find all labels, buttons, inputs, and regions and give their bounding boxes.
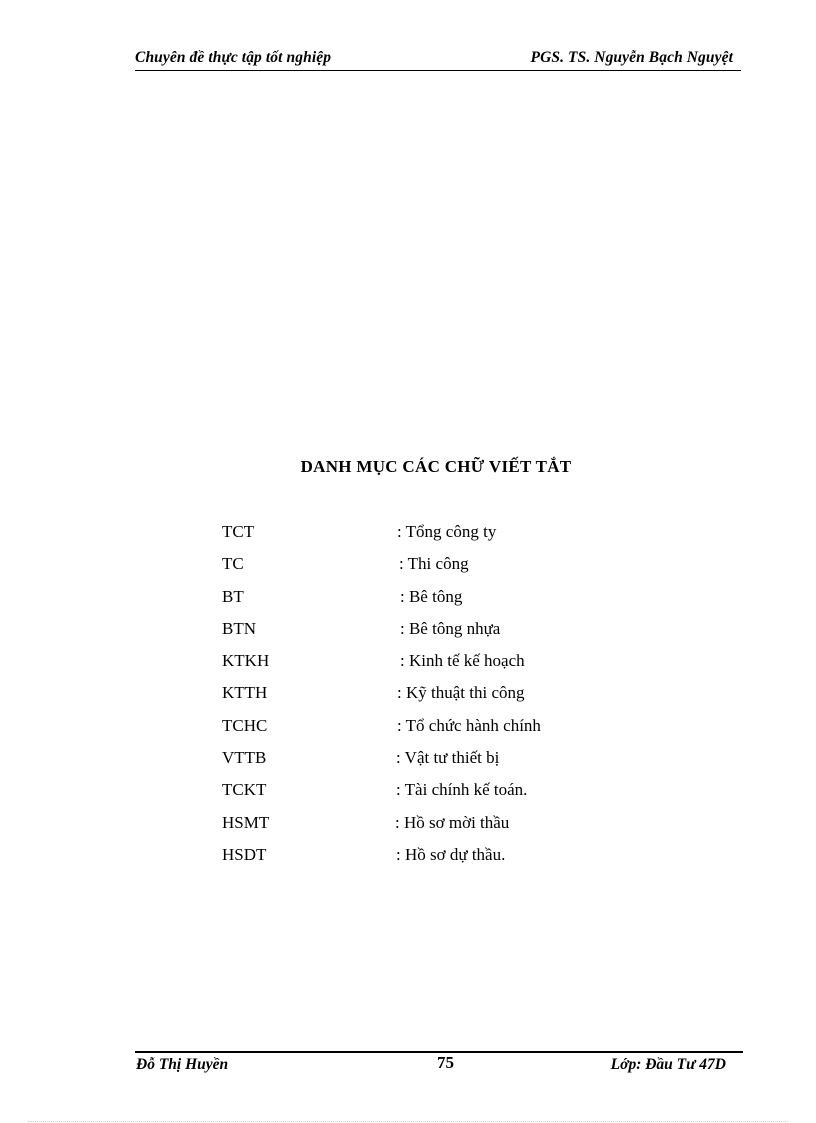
footer-class: Lớp: Đầu Tư 47D [610, 1056, 726, 1073]
page-header [135, 46, 741, 71]
page-edge-divider [28, 1121, 788, 1122]
list-item [222, 716, 642, 748]
list-item [222, 748, 642, 780]
abbreviation-term: HSDT [222, 844, 267, 864]
abbreviation-meaning: : Hồ sơ dự thầu. [396, 844, 506, 864]
abbreviation-term: TCHC [222, 715, 268, 735]
abbreviation-meaning: : Tổng công ty [397, 522, 497, 541]
abbreviation-meaning: : Bê tông [400, 586, 463, 606]
page-number: 75 [437, 1053, 454, 1072]
footer-author: Đỗ Thị Huyền [136, 1056, 229, 1073]
abbreviation-meaning: : Kỹ thuật thi công [397, 683, 525, 703]
list-item [222, 780, 642, 812]
abbreviation-meaning: : Kinh tế kế hoạch [400, 651, 525, 671]
list-item [222, 619, 642, 651]
list-item [222, 813, 642, 845]
abbreviation-term: HSMT [222, 812, 270, 832]
page-title: DANH MỤC CÁC CHỮ VIẾT TẮT [300, 457, 572, 476]
abbreviation-term: TC [222, 554, 244, 574]
abbreviation-meaning: : Tài chính kế toán. [396, 780, 528, 800]
abbreviation-list [222, 522, 642, 877]
abbreviation-meaning: : Tổ chức hành chính [397, 715, 541, 735]
list-item [222, 554, 642, 586]
abbreviation-term: BTN [222, 618, 256, 638]
list-item [222, 651, 642, 683]
abbreviation-meaning: : Hồ sơ mời thầu [395, 812, 510, 832]
abbreviation-meaning: : Vật tư thiết bị [396, 748, 500, 768]
list-item [222, 587, 642, 619]
list-item [222, 522, 642, 554]
abbreviation-term: VTTB [222, 748, 267, 768]
list-item [222, 845, 642, 877]
abbreviation-term: BT [222, 586, 244, 606]
list-item [222, 683, 642, 715]
abbreviation-term: KTTH [222, 683, 268, 703]
abbreviation-term: TCKT [222, 780, 267, 800]
abbreviation-meaning: : Thi công [399, 554, 469, 574]
abbreviation-term: KTKH [222, 651, 270, 671]
abbreviation-meaning: : Bê tông nhựa [400, 618, 501, 638]
header-supervisor: PGS. TS. Nguyễn Bạch Nguyệt [530, 49, 733, 66]
header-document-type: Chuyên đề thực tập tốt nghiệp [135, 49, 332, 66]
abbreviation-term: TCT [222, 522, 255, 541]
